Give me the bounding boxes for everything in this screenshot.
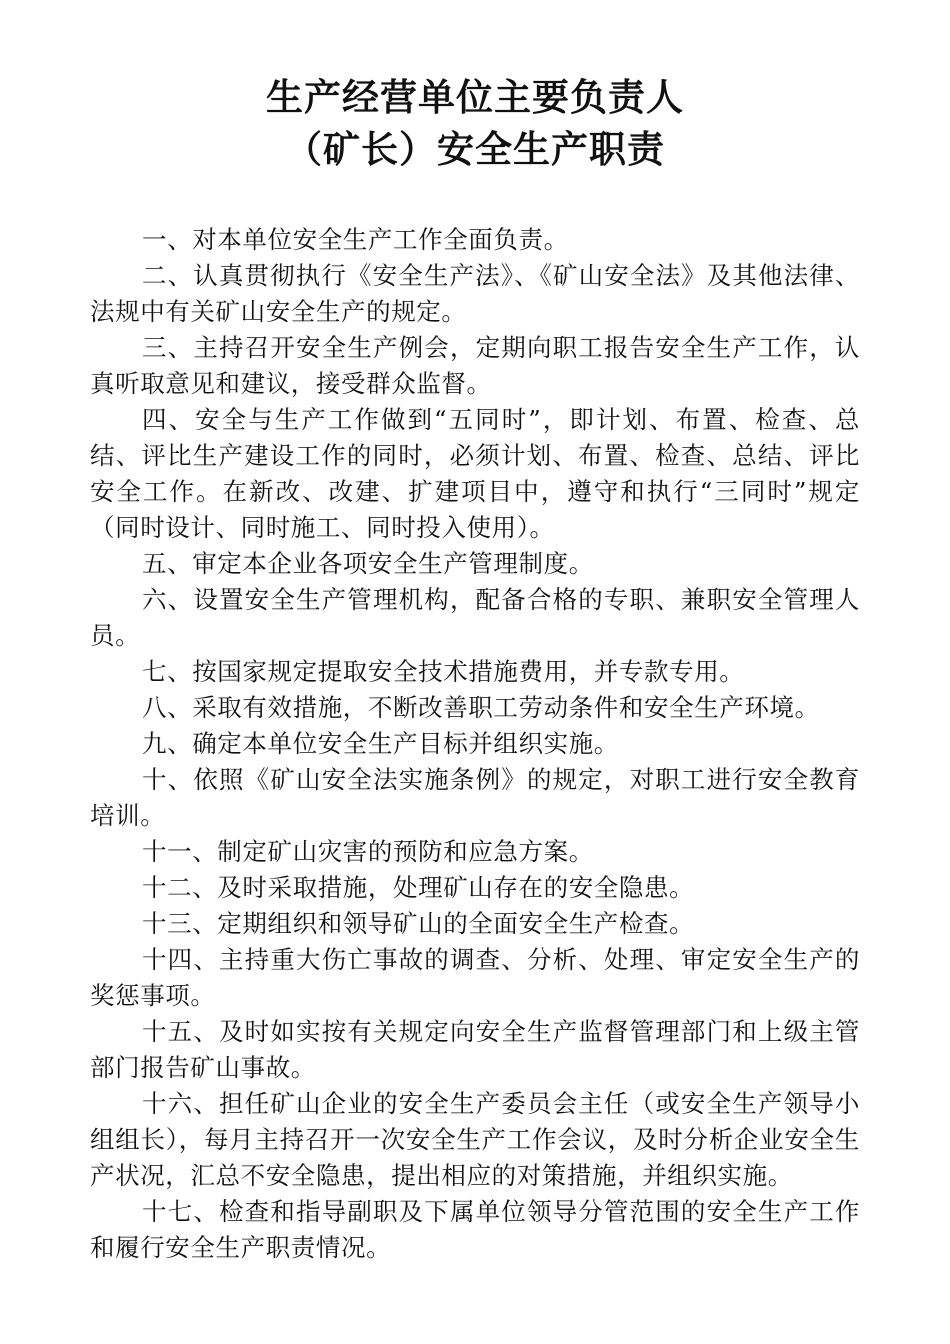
paragraph-6: 六、设置安全生产管理机构，配备合格的专职、兼职安全管理人员。: [90, 585, 860, 650]
paragraph-1: 一、对本单位安全生产工作全面负责。: [142, 225, 569, 254]
document-body: [90, 222, 860, 1266]
paragraph-7: 七、按国家规定提取安全技术措施费用，并专款专用。: [142, 657, 745, 686]
paragraph-11: 十一、制定矿山灾害的预防和应急方案。: [142, 837, 594, 866]
paragraph-14: 十四、主持重大伤亡事故的调查、分析、处理、审定安全生产的奖惩事项。: [90, 945, 860, 1010]
paragraph-3: 三、主持召开安全生产例会，定期向职工报告安全生产工作，认真听取意见和建议，接受群众监督。: [90, 333, 860, 398]
paragraph-12: 十二、及时采取措施，处理矿山存在的安全隐患。: [142, 873, 695, 902]
paragraph-16: 十六、担任矿山企业的安全生产委员会主任（或安全生产领导小组组长），每月主持召开一次安全生产工作会议，及时分析企业安全生产状况，汇总不安全隐患，提出相应的对策措施，并组织实施。: [90, 1089, 860, 1190]
paragraph-15: 十五、及时如实按有关规定向安全生产监督管理部门和上级主管部门报告矿山事故。: [90, 1017, 860, 1082]
paragraph-2: 二、认真贯彻执行《安全生产法》、《矿山安全法》及其他法律、法规中有关矿山安全生产的规定。: [90, 261, 860, 326]
paragraph-13: 十三、定期组织和领导矿山的全面安全生产检查。: [142, 909, 695, 938]
paragraph-4: 四、安全与生产工作做到“五同时”，即计划、布置、检查、总结、评比生产建设工作的同时，必须计划、布置、检查、总结、评比安全工作。在新改、改建、扩建项目中，遵守和执行“三同时”规定（同时设计、同时施工、同时投入使用）。: [90, 405, 860, 542]
document-title-line-1: 生产经营单位主要负责人: [266, 76, 684, 119]
paragraph-10: 十、依照《矿山安全法实施条例》的规定，对职工进行安全教育培训。: [90, 765, 860, 830]
paragraph-8: 八、采取有效措施，不断改善职工劳动条件和安全生产环境。: [142, 693, 820, 722]
paragraph-17: 十七、检查和指导副职及下属单位领导分管范围的安全生产工作和履行安全生产职责情况。: [90, 1197, 860, 1262]
paragraph-5: 五、审定本企业各项安全生产管理制度。: [142, 549, 594, 578]
document-title-line-2: （矿长）安全生产职责: [285, 128, 665, 171]
paragraph-9: 九、确定本单位安全生产目标并组织实施。: [142, 729, 619, 758]
